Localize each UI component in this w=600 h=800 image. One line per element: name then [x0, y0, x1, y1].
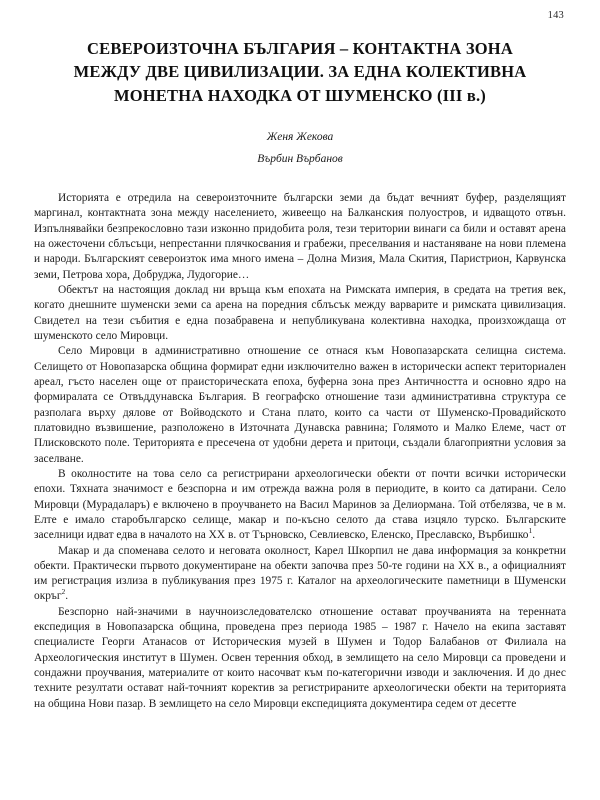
footnote-marker-1: 1: [528, 526, 533, 536]
author-list: [34, 127, 566, 171]
paragraph: Историята е отредила на североизточните български земи да бъдат вечният буфер, разделящият маргинал, контактната зона между населението, живеещо на Балканския полуостров, и идващото отвън. Изпълнявайки безпрекословно тази изконно придобита роля, тези територии винаги са били и оставят арена на ожесточени сблъсъци, непрестанни плячкосвания и грабежи, преселвания и настаняване на нови племена и народи. Българският североизток има много имена – Долна Мизия, Мала Скития, Паристрион, Карвунска земи, Петрова хора, Добруджа, Лудогорие…: [34, 191, 566, 281]
paragraph: В околностите на това село са регистрирани археологически обекти от почти всички исторически епохи. Тяхната значимост е безспорна и им отрежда важна роля в периодите, в които са датирани. Село Мировци (Мурадаларъ) е включено в проучването на Васил Маринов за Делиормана. Той отбелязва, че в м. Елте е имало старобългарско селище, макар и по-късно селото да става изцяло турско. Българските заселници идват едва в началото на ХХ в. от Търновско, Севлиевско, Еленско, Преславско, Върбишко$^1$.: [34, 467, 566, 542]
paragraph: Безспорно най-значими в научноизследователско отношение остават проучванията на теренната експедиция в Новопазарска община, проведена през периода 1985 – 1987 г. Начело на екипа заставят специалисте Георги Атанасов от Историческия музей в Шумен и Тодор Балабанов от Филиала на Археологическия институт в Шумен. Освен теренния обход, в землището на село Мировци са проведени и сондажни проучвания, материалите от които насочват към по-категорични изводи и заключения. И до днес техните резултати остават най-точният коректив за регистрираните археологически обекти на територията на община Нови пазар. В землището на село Мировци експедицията документира седем от десетте: [34, 605, 566, 710]
title-line-1: СЕВЕРОИЗТОЧНА БЪЛГАРИЯ – КОНТАКТНА ЗОНА: [87, 39, 513, 58]
page-title: [40, 37, 560, 107]
paragraph-text: Макар и да споменава селото и неговата околност, Карел Шкорпил не дава информация за конкретни обекти. Практически първото документиране на обекти започва през 50-те години на ХХ в., а официалният им регистрация излиза в публикувания през 1975 г. Каталог на археологическите паметници в Шуменски окръг: [34, 544, 566, 603]
author-name: Върбин Върбанов: [257, 153, 343, 166]
author-name: Женя Жекова: [266, 131, 334, 144]
title-line-2: МЕЖДУ ДВЕ ЦИВИЛИЗАЦИИ. ЗА ЕДНА КОЛЕКТИВНА: [73, 62, 527, 82]
page-number: 143: [547, 10, 564, 21]
paragraph-text: В околностите на това село са регистрирани археологически обекти от почти всички исторически епохи. Тяхната значимост е безспорна и им отрежда важна роля в периодите, в които са датирани. Село Мировци (Мурадаларъ) е включено в проучването на Васил Маринов за Делиормана. Той отбелязва, че в м. Елте е имало старобългарско селище, макар и по-късно селото да става изцяло турско. Българските заселници идват едва в началото на ХХ в. от Търновско, Севлиевско, Еленско, Преславско, Върбишко: [34, 467, 566, 542]
body-text: [34, 191, 566, 712]
paragraph: Обектът на настоящия доклад ни връща към епохата на Римската империя, в средата на третия век, когато днешните шуменски земи са арена на поредния сблъсък между варварите и римската цивилизация. Свидетел на тези събития е една позабравена и непубликувана колективна находка, произхождаща от шуменското село Мировци.: [34, 283, 566, 342]
paragraph: Село Мировци в административно отношение се отнася към Новопазарската селищна система. Селището от Новопазарска община формират едни изключително важен в исторически аспект териториален ареал, гъсто населен още от прaисторическата епоха, буферна зона през Античността и основно ядро на формиралата се Отвъддунавска България. В географско отношение тази административна структура се разполага върху дялове от Войводското и Стана плато, които са части от Шуменско-Провадийското платовидно възвишение, разположено в Източната Дунавска равнина; Голямото и Малко Елеме, част от Плисковското поле. Територията е пресечена от удобни дерета и притоци, създали благоприятни условия за заселване.: [34, 345, 566, 465]
paragraph: Макар и да споменава селото и неговата околност, Карел Шкорпил не дава информация за конкретни обекти. Практически първото документиране на обекти започва през 50-те години на ХХ в., а официалният им регистрация излиза в публикувания през 1975 г. Каталог на археологическите паметници в Шуменски окръг$^2$.: [34, 544, 566, 603]
footnote-marker-2: 2: [61, 587, 66, 597]
title-line-3: МОНЕТНА НАХОДКА ОТ ШУМЕНСКО (III в.): [114, 85, 486, 105]
